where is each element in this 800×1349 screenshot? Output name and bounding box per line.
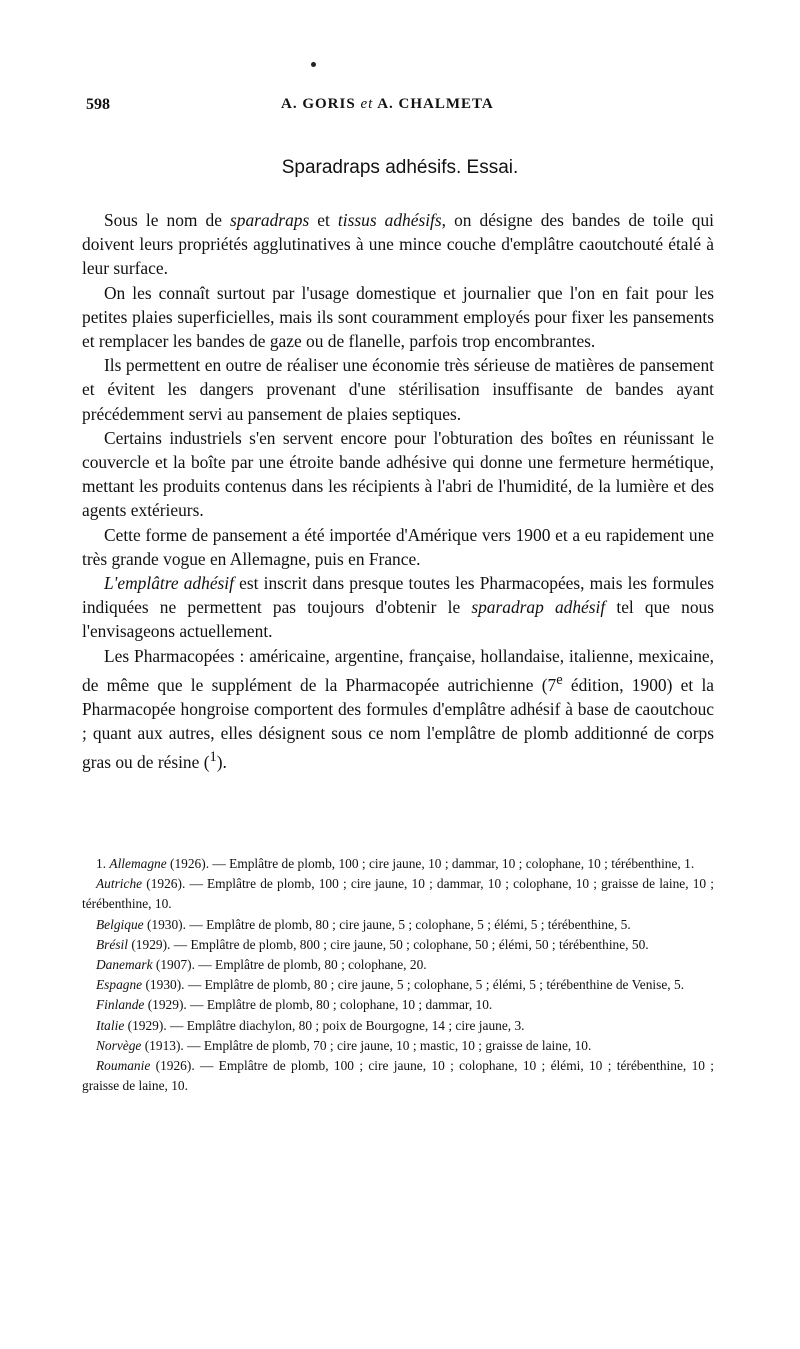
author-2: A. CHALMETA (377, 96, 494, 112)
footnote-entry (82, 874, 714, 914)
section-title: Sparadraps adhésifs. Essai. (281, 157, 519, 178)
country-name: Autriche (96, 876, 143, 892)
italic-term: L'emplâtre adhésif (104, 573, 234, 594)
paragraph-3: Ils permettent en outre de réaliser une économie très sérieuse de matières de pansement et évitent les dangers provenant d'une stérilisation insuffisante de bandes ayant précédemment servi au pansement de plaies septiques. (82, 355, 714, 424)
formula-text: (1930). — Emplâtre de plomb, 80 ; cire jaune, 5 ; colophane, 5 ; élémi, 5 ; térébenthine, 5. (143, 916, 631, 932)
text-run: , on désigne des bandes de toile qui doivent leurs propriétés agglutinatives à une mince couche d'emplâtre caoutchouté étalé à leur surface. (82, 210, 714, 279)
footnote-ref: 1 (209, 749, 217, 766)
text-run: tel que nous l'envisageons actuellement. (82, 597, 715, 642)
italic-term: sparadrap adhésif (471, 597, 606, 618)
italic-term: tissus adhésifs (337, 210, 442, 230)
footnote-entry (82, 935, 714, 955)
formula-text: (1926). — Emplâtre de plomb, 100 ; cire jaune, 10 ; dammar, 10 ; colophane, 10 ; térébenthine, 1. (166, 856, 695, 871)
author-conjunction: et (360, 96, 374, 112)
country-name: Norvège (96, 1037, 142, 1053)
paragraph-6 (82, 571, 714, 644)
text-run: Les Pharmacopées : américaine, argentine, française, hollandaise, italienne, mexicaine, de même que le supplément de la Pharmacopée autrichienne (7 (82, 645, 714, 695)
footnote-entry (82, 955, 714, 975)
text-run: est inscrit dans presque toutes les Pharmacopées, mais les formules indiquées ne permettent pas toujours d'obtenir le (82, 573, 714, 618)
formula-text: (1907). — Emplâtre de plomb, 80 ; colophane, 20. (152, 957, 427, 973)
formula-text: (1929). — Emplâtre de plomb, 80 ; colophane, 10 ; dammar, 10. (144, 997, 493, 1013)
country-name: Roumanie (96, 1058, 151, 1074)
footnote-entry (82, 1056, 714, 1096)
author-1: A. GORIS (281, 96, 356, 112)
paragraph-5: Cette forme de pansement a été importée d'Amérique vers 1900 et a eu rapidement une très grande vogue en Allemagne, puis en France. (82, 524, 714, 569)
footnote-entry (82, 915, 714, 935)
superscript: e (556, 671, 563, 688)
text-run: édition, 1900) et la Pharmacopée hongroise comportent des formules d'emplâtre adhésif à base de caoutchouc ; quant aux autres, elles désignent sous ce nom l'emplâtre de plomb additionné de corps gras ou de résine ( (82, 674, 714, 773)
country-name: Finlande (96, 997, 145, 1013)
ink-speck (311, 62, 316, 67)
page-number: 598 (86, 96, 110, 113)
running-head-authors (281, 96, 494, 113)
paragraph-1 (82, 208, 714, 281)
italic-term: sparadraps (229, 210, 310, 230)
formula-text: (1926). — Emplâtre de plomb, 100 ; cire jaune, 10 ; colophane, 10 ; élémi, 10 ; térébenthine, 10 ; graisse de laine, 10. (82, 1058, 714, 1094)
formula-text: (1926). — Emplâtre de plomb, 100 ; cire jaune, 10 ; dammar, 10 ; colophane, 10 ; graisse de laine, 10 ; térébenthine, 10. (82, 876, 714, 912)
footnote-entry (82, 995, 714, 1015)
footnotes (82, 854, 714, 1096)
footnote-entry (82, 1016, 714, 1036)
paragraph-4: Certains industriels s'en servent encore pour l'obturation des boîtes en réunissant le couvercle et la boîte par une étroite bande adhésive qui donne une fermeture hermétique, mettant les produits contenus dans les récipients à l'abri de l'humidité, de la lumière et des agents extérieurs. (82, 427, 714, 521)
country-name: Espagne (96, 977, 143, 993)
country-name: Brésil (96, 936, 128, 952)
paragraph-2: On les connaît surtout par l'usage domestique et journalier que l'on en fait pour les petites plaies superficielles, mais ils sont couramment employés pour fixer les pansements et remplacer les bandes de gaze ou de flanelle, parfois trop encombrantes. (82, 282, 714, 352)
footnote-entry (82, 1036, 714, 1056)
country-name: Danemark (96, 957, 153, 973)
footnote-entry (82, 854, 714, 874)
text-run: ). (216, 752, 227, 773)
formula-text: (1930). — Emplâtre de plomb, 80 ; cire jaune, 5 ; colophane, 5 ; élémi, 5 ; térébenthine de Venise, 5. (142, 977, 685, 993)
formula-text: (1929). — Emplâtre diachylon, 80 ; poix de Bourgogne, 14 ; cire jaune, 3. (124, 1017, 525, 1033)
paragraph-7 (82, 644, 714, 775)
text-run: Sous le nom de (104, 210, 230, 230)
country-name: Belgique (96, 916, 144, 932)
country-name: Italie (96, 1017, 125, 1033)
footnote-number: 1. (96, 856, 110, 871)
footnote-entry (82, 975, 714, 995)
formula-text: (1929). — Emplâtre de plomb, 800 ; cire jaune, 50 ; colophane, 50 ; élémi, 50 ; térébenthine, 50. (128, 936, 649, 952)
body-text (82, 208, 714, 774)
text-run: et (309, 210, 338, 230)
country-name: Allemagne (109, 856, 167, 871)
formula-text: (1913). — Emplâtre de plomb, 70 ; cire jaune, 10 ; mastic, 10 ; graisse de laine, 10. (141, 1037, 592, 1053)
